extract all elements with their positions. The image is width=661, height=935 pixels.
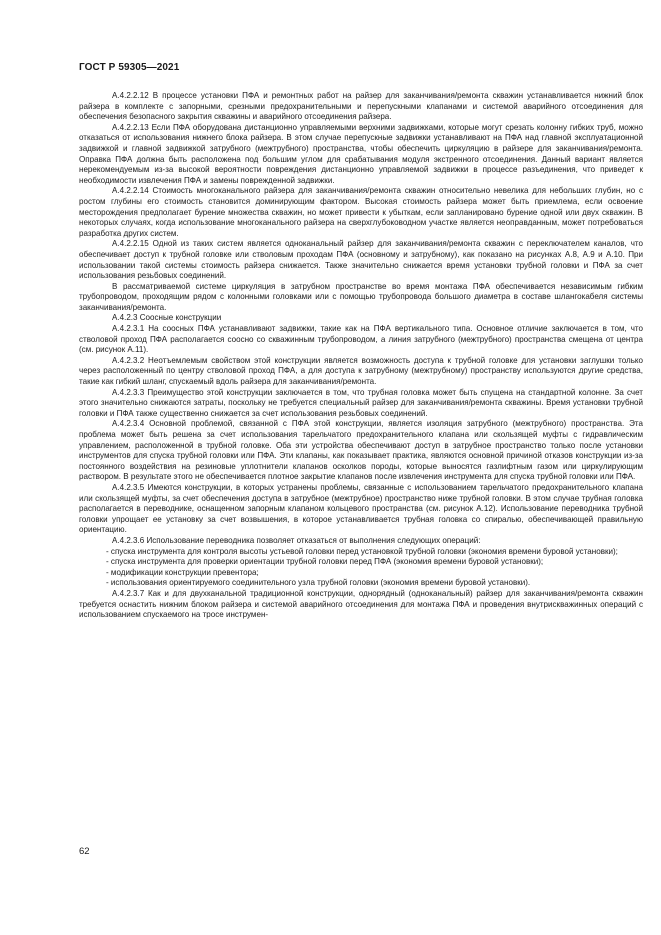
paragraph-a42231: А.4.2.3.1 На соосных ПФА устанавливают задвижки, такие как на ПФА вертикального типа. Основное отличие заключается в том, что стволовой проход ПФА располагается соосно со скважинным трубопроводом, а линия затрубного (межтрубного) пространства смещена от центра (см. рисунок А.11). bbox=[79, 324, 643, 355]
list-item: - модификации конструкции превентора; bbox=[106, 567, 259, 577]
paragraph-a42233: А.4.2.3.3 Преимущество этой конструкции заключается в том, что трубная головка может быть спущена на стандартной колонне. За счет этого значительно снижаются затраты, поскольку не требуется специальный райзер для заканчивания/ремонта скважины. Время установки трубной головки и ПФА также существенно снижается за счет использования резьбовых соединений. bbox=[79, 387, 643, 418]
paragraph-a42215: А.4.2.2.15 Одной из таких систем является одноканальный райзер для заканчивания/ремонта скважин с переключателем каналов, что обеспечивает доступ к трубной головке или стволовым проходам ПФА (основному и затрубному), как показано на рисунках А.8, А.9 и А.10. При использовании такой системы стоимость райзера снижается. Также значительно снижается время установки трубной головки и ПФА за счет использования резьбовых соединений. bbox=[79, 239, 643, 281]
section-heading-a4223: А.4.2.3 Соосные конструкции bbox=[112, 313, 222, 323]
document-header: ГОСТ Р 59305—2021 bbox=[79, 62, 180, 73]
list-item: - использования ориентируемого соединительного узла трубной головки (экономия времени буровой установки). bbox=[106, 578, 531, 588]
paragraph-a42214: А.4.2.2.14 Стоимость многоканального райзера для заканчивания/ремонта скважин относительно невелика для небольших глубин, но с ростом глубины его стоимость становится доминирующим фактором. Высокая стоимость райзера может быть приемлема, если освоение месторождения предполагает бурение множества скважин, но может привести к убыткам, если запланировано бурение одной или двух скважин. В некоторых случаях, когда использование многоканального райзера на сверхглубоководном участке является неоправданным, может потребоваться разработка других систем. bbox=[79, 186, 643, 238]
paragraph-a42237: А.4.2.3.7 Как и для двухканальной традиционной конструкции, однорядный (одноканальный) райзер для заканчивания/ремонта скважин требуется оснастить нижним блоком райзера и системой аварийного отсоединения для монтажа ПФА и проведения внутрискважинных операций с использованием спускаемого на тросе инструмен- bbox=[79, 588, 643, 620]
paragraph-a42232: А.4.2.3.2 Неотъемлемым свойством этой конструкции является возможность доступа к трубной головке для установки заглушки только через расположенный по центру стволовой проход ПФА, а для доступа к затрубному (межтрубному) пространству используются другие средства, такие как гибкий шланг, спускаемый вдоль райзера для заканчивания/ремонта. bbox=[79, 355, 643, 387]
page-number: 62 bbox=[79, 846, 90, 857]
list-item: - спуска инструмента для проверки ориентации трубной головки перед ПФА (экономия времени буровой установки); bbox=[106, 557, 544, 567]
paragraph-circulation: В рассматриваемой системе циркуляция в затрубном пространстве во время монтажа ПФА обеспечивается независимым гибким трубопроводом, проходящим рядом с колонными головками или с помощью трубопровода большого диаметра в составе шлангокабеля системы заканчивания/ремонта. bbox=[79, 281, 643, 312]
paragraph-a42234: А.4.2.3.4 Основной проблемой, связанной с ПФА этой конструкции, является изоляция затрубного (межтрубного) пространства. Эта проблема может быть решена за счет использования тарельчатого предохранительного клапана или скользящей муфты с гидравлическим управлением, расположенной в трубной головке. Оба эти устройства обеспечивают доступ в затрубное пространство только после установки инструментов для спуска трубной головки или ПФА. Эти клапаны, как показывает практика, являются основной причиной отказов конструкции из-за постоянного воздействия на резиновые уплотнители клапанов осколков породы, которые выносятся газлифтным газом или циркулирующим раствором. В результате этого не обеспечивается плотное закрытие клапанов после извлечения инструмента для спуска трубной головки или ПФА. bbox=[79, 419, 643, 482]
paragraph-a42212: А.4.2.2.12 В процессе установки ПФА и ремонтных работ на райзер для заканчивания/ремонта скважин устанавливается нижний блок райзера в комплекте с запорными, срезными предохранительными и перепускными клапанами и системой аварийного отсоединения для обеспечения безопасного закрытия скважины и аварийного отсоединения райзера. bbox=[79, 91, 643, 122]
paragraph-a42235: А.4.2.3.5 Имеются конструкции, в которых устранены проблемы, связанные с использованием тарельчатого предохранительного клапана или скользящей муфты, за счет обеспечения доступа в затрубное (межтрубное) пространство ниже трубной головки. В этом случае трубная головка располагается в переводнике, оснащенном запорным клапаном кольцевого пространства (см. рисунок А.12). Использование переводника трубной головки упрощает ее установку за счет возвышения, в которое устанавливается трубная головка со спиралью, обеспечивающей правильную ориентацию. bbox=[79, 482, 643, 535]
document-body bbox=[79, 91, 643, 621]
paragraph-a42213: А.4.2.2.13 Если ПФА оборудована дистанционно управляемыми верхними задвижками, которые могут срезать колонну гибких труб, можно отказаться от использования нижнего блока райзера. В этом случае перепускные задвижки устанавливают на ПФА над главной эксплуатационной задвижкой и главной задвижкой затрубного (межтрубного) пространства, чтобы обеспечить циркуляцию в райзере для заканчивания/ремонта. Оправка ПФА должна быть расположена под большим углом для срабатывания модуля экстренного отсоединения. Данный вариант является нерекомендуемым из-за высокой вероятности повреждения дистанционно управляемой задвижки в процессе разъединения, что приведет к необходимости извлечения ПФА и замены поврежденной задвижки. bbox=[79, 122, 643, 185]
paragraph-a42236: А.4.2.3.6 Использование переводника позволяет отказаться от выполнения следующих операций: bbox=[112, 535, 481, 545]
list-item: - спуска инструмента для контроля высоты устьевой головки перед установкой трубной головки (экономия времени буровой установки); bbox=[106, 546, 618, 556]
